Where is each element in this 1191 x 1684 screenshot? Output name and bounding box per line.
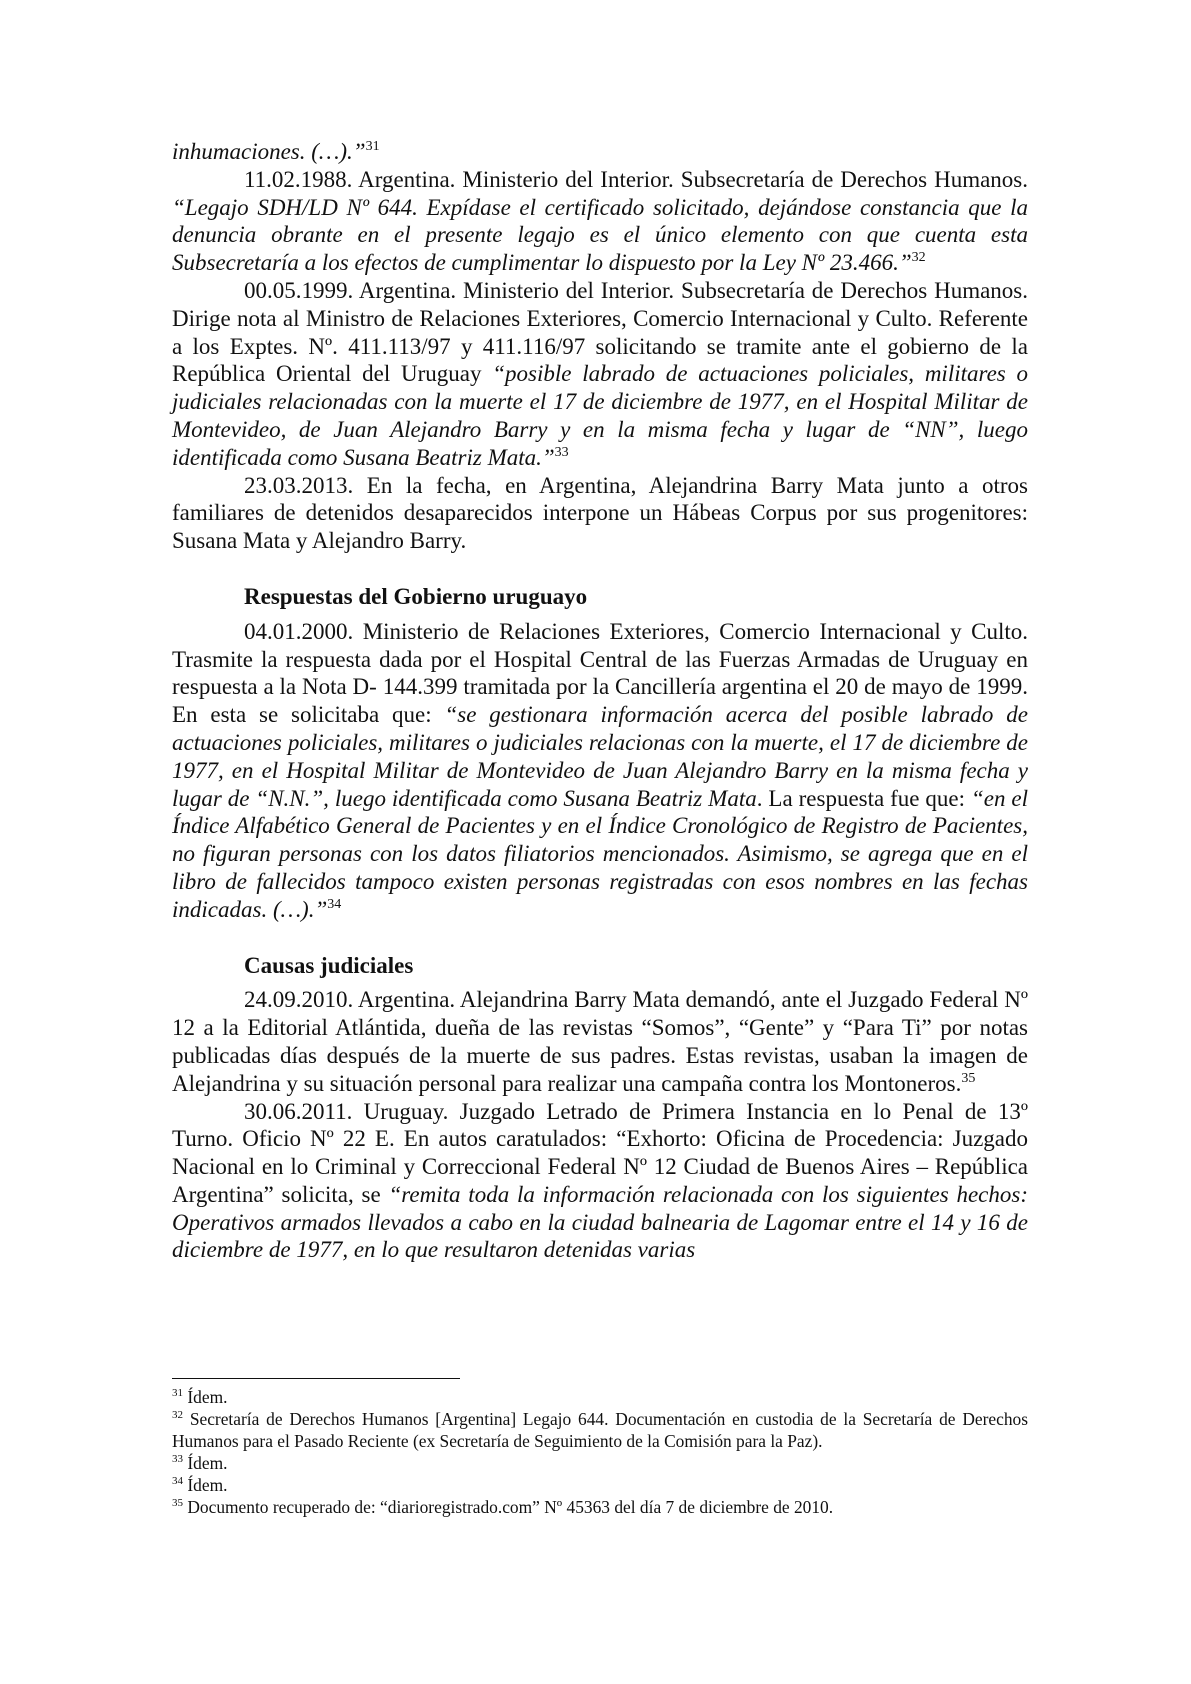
footnote xyxy=(172,1474,1028,1496)
footnote-number: 32 xyxy=(172,1409,183,1421)
paragraph-text: 04.01.2000. Ministerio de Relaciones Exteriores, Comercio Internacional y Culto. Trasmite la respuesta dada por el Hospital Central de las Fuerzas Armadas de Uruguay en respuesta a la Nota D- 144.399 tramitada por la Cancillería argentina el 20 de mayo de 1999. En esta se solicitaba que: xyxy=(172,618,1028,728)
paragraph-text: 11.02.1988. Argentina. Ministerio del Interior. Subsecretaría de Derechos Humanos. xyxy=(244,166,1028,192)
quote-text: inhumaciones. (…).” xyxy=(172,139,366,164)
paragraph-2013 xyxy=(172,472,1028,555)
footnote-ref: 34 xyxy=(327,896,342,912)
footnote-ref: 32 xyxy=(911,250,926,266)
footnote-number: 31 xyxy=(172,1387,183,1399)
footnote xyxy=(172,1386,1028,1408)
paragraph-text: 24.09.2010. Argentina. Alejandrina Barry Mata demandó, ante el Juzgado Federal Nº 12 a la Editorial Atlántida, dueña de las revistas “Somos”, “Gente” y “Para Ti” por notas publicadas días después de la muerte de sus padres. Estas revistas, usaban la imagen de Alejandrina y su situación personal para realizar una campaña contra los Montoneros. xyxy=(172,987,1028,1096)
quote-text: “en el Índice Alfabético General de Pacientes y en el Índice Cronológico de Registro de Pacientes, no figuran personas con los datos filiatorios mencionados. Asimismo, se agrega que en el libro de fallecidos tampoco existen personas registradas con esos nombres en las fechas indicadas. (…).” xyxy=(172,785,1028,922)
footnote-text: Documento recuperado de: “diarioregistrado.com” Nº 45363 del día 7 de diciembre de 2010. xyxy=(187,1497,834,1517)
footnote-text: Secretaría de Derechos Humanos [Argentina] Legajo 644. Documentación en custodia de la Secretaría de Derechos Humanos para el Pasado Reciente (ex Secretaría de Seguimiento de la Comisión para la Paz). xyxy=(172,1409,1028,1451)
footnote-text: Ídem. xyxy=(187,1453,228,1473)
paragraph-continuation xyxy=(172,138,1028,166)
footnote xyxy=(172,1496,1028,1518)
section-heading-respuestas: Respuestas del Gobierno uruguayo xyxy=(244,583,588,609)
footnote-number: 35 xyxy=(172,1497,183,1509)
document-body xyxy=(172,138,1028,1264)
quote-text: “se gestionara información acerca del posible labrado de actuaciones policiales, militares o judiciales relacionas con la muerte, el 17 de diciembre de 1977, en el Hospital Militar de Montevideo de Juan Alejandro Barry en la misma fecha y lugar de “N.N.”, luego identificada como Susana Beatriz Mata xyxy=(172,702,1028,811)
footnote-number: 33 xyxy=(172,1453,183,1465)
paragraph-text: . La respuesta fue que: xyxy=(756,785,971,811)
footnote-text: Ídem. xyxy=(187,1387,228,1407)
paragraph-2010 xyxy=(172,986,1028,1097)
footnotes xyxy=(172,1386,1028,1518)
footnote-number: 34 xyxy=(172,1475,183,1487)
paragraph-text: 23.03.2013. En la fecha, en Argentina, Alejandrina Barry Mata junto a otros familiares de detenidos desaparecidos interpone un Hábeas Corpus por sus progenitores: Susana Mata y Alejandro Barry. xyxy=(172,472,1028,554)
section-heading-causas: Causas judiciales xyxy=(244,952,414,978)
paragraph-text: 30.06.2011. Uruguay. Juzgado Letrado de Primera Instancia en lo Penal de 13º Turno. Oficio Nº 22 E. En autos caratulados: “Exhorto: Oficina de Procedencia: Juzgado Nacional en lo Criminal y Correccional Federal Nº 12 Ciudad de Buenos Aires – República Argentina” solicita, se xyxy=(172,1098,1028,1207)
paragraph-1999 xyxy=(172,277,1028,472)
footnote-ref: 31 xyxy=(365,139,380,154)
footnote xyxy=(172,1452,1028,1474)
footnote xyxy=(172,1408,1028,1452)
paragraph-2011 xyxy=(172,1098,1028,1265)
quote-text: “remita toda la información relacionada con los siguientes hechos: Operativos armados llevados a cabo en la ciudad balnearia de Lagomar entre el 14 y 16 de diciembre de 1977, en lo que resultaron detenidas varias xyxy=(172,1181,1028,1263)
paragraph-1988 xyxy=(172,166,1028,277)
paragraph-2000 xyxy=(172,618,1028,924)
quote-text: “Legajo SDH/LD Nº 644. Expídase el certificado solicitado, dejándose constancia que la denuncia obrante en el presente legajo es el único elemento con que cuenta esta Subsecretaría a los efectos de cumplimentar lo dispuesto por la Ley Nº 23.466.” xyxy=(172,194,1028,276)
footnote-ref: 33 xyxy=(554,444,569,460)
quote-text: “posible labrado de actuaciones policiales, militares o judiciales relacionadas con la muerte el 17 de diciembre de 1977, en el Hospital Militar de Montevideo, de Juan Alejandro Barry y en la misma fecha y lugar de “NN”, luego identificada como Susana Beatriz Mata.” xyxy=(172,361,1028,470)
footnote-ref: 35 xyxy=(961,1070,976,1086)
paragraph-text: 00.05.1999. Argentina. Ministerio del Interior. Subsecretaría de Derechos Humanos. Dirige nota al Ministro de Relaciones Exteriores, Comercio Internacional y Culto. Referente a los Exptes. Nº. 411.113/97 y 411.116/97 solicitando se tramite ante el gobierno de la República Oriental del Uruguay xyxy=(172,277,1028,387)
footnote-text: Ídem. xyxy=(187,1475,228,1495)
footnote-separator xyxy=(172,1378,460,1379)
